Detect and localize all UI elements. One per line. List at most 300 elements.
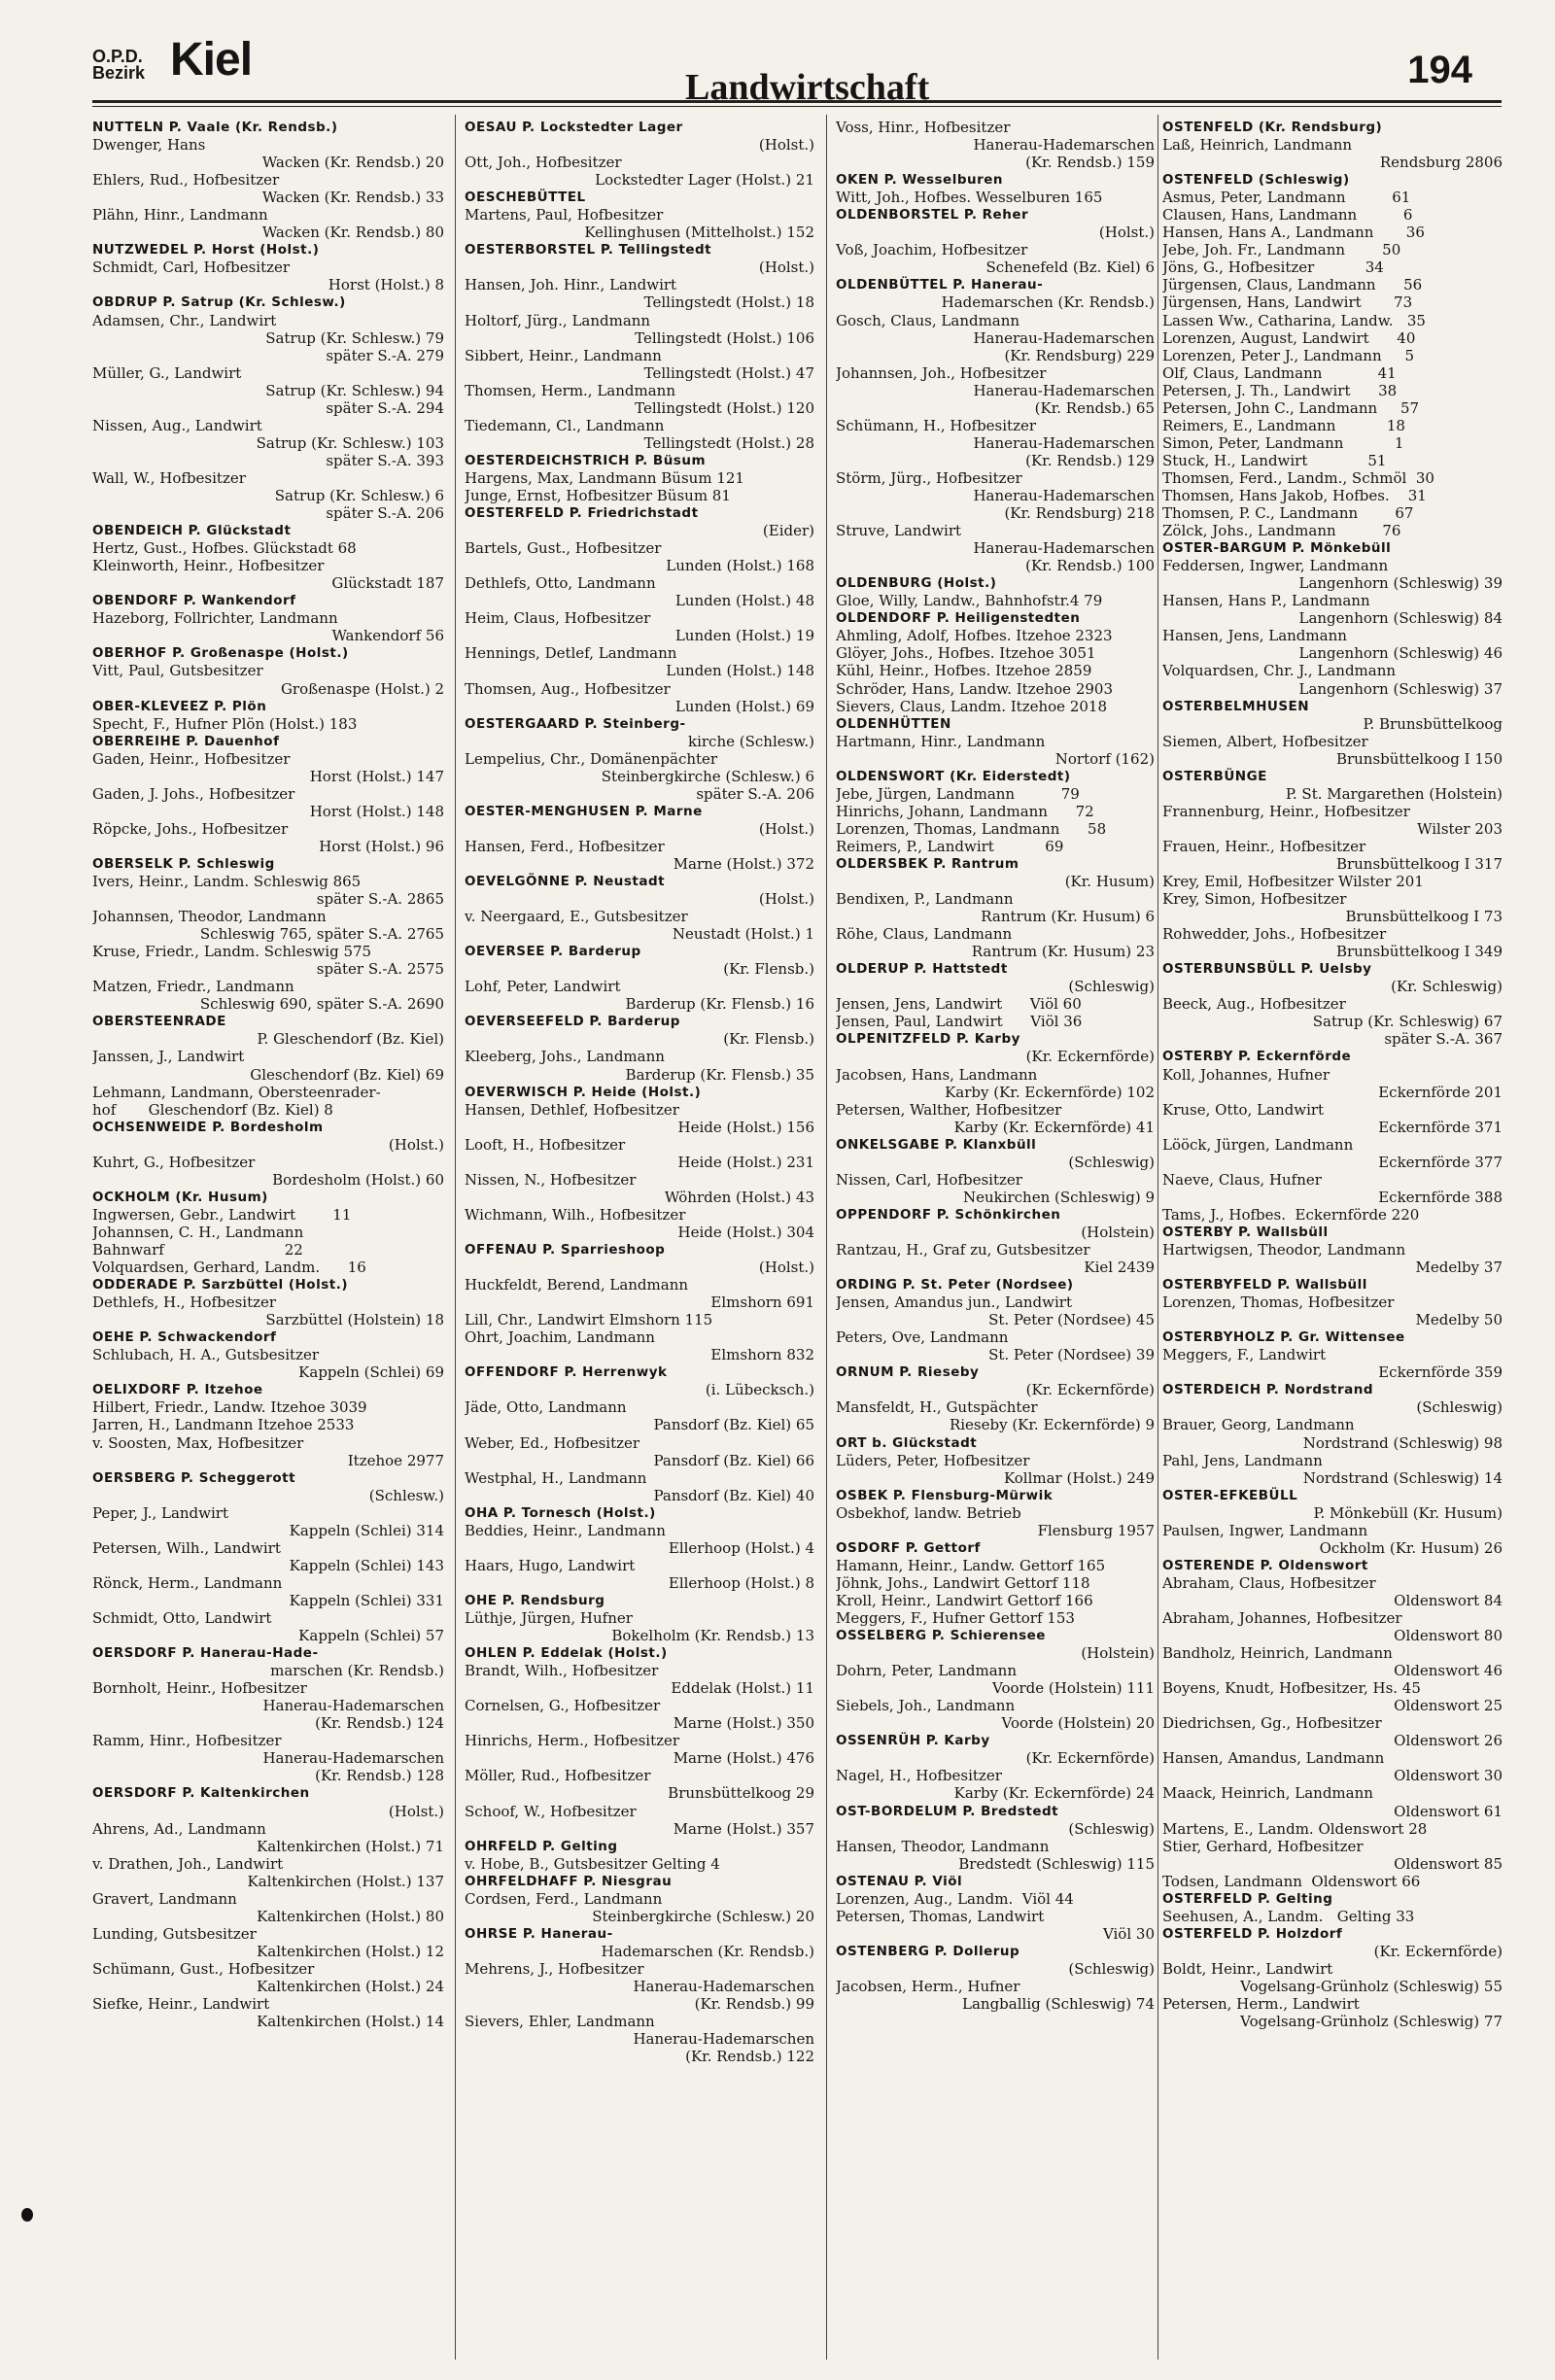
- entry-name: Kruse, Friedr., Landm. Schleswig 575: [92, 943, 372, 961]
- header-rule-thin: [92, 106, 1502, 107]
- entry-detail: Hanerau-Hademarschen: [973, 539, 1155, 558]
- directory-column-2: [465, 119, 814, 2363]
- entry-name: Rönck, Herm., Landmann: [92, 1573, 283, 1592]
- entry-detail: Horst (Holst.) 148: [309, 802, 444, 820]
- entry-name: Siebels, Joh., Landmann: [836, 1697, 1016, 1715]
- place-heading: OLDENBORSTEL P. Reher: [836, 207, 1029, 224]
- entry-detail: (Kr. Eckernförde): [1025, 1048, 1155, 1066]
- entry-detail: Lunden (Holst.) 148: [666, 662, 814, 680]
- entry-name: Diedrichsen, Gg., Hofbesitzer: [1162, 1714, 1382, 1733]
- entry-detail: Oldenswort 30: [1394, 1767, 1503, 1785]
- place-heading: OESTERGAARD P. Steinberg-: [465, 715, 686, 732]
- entry-detail: Hanerau-Hademarschen: [973, 433, 1155, 452]
- entry-name: Hartwigsen, Theodor, Landmann: [1162, 1241, 1406, 1259]
- entry-detail: Tellingstedt (Holst.) 28: [643, 433, 814, 452]
- entry-detail: (Schleswig): [1068, 1959, 1155, 1978]
- entry-name: Siefke, Heinr., Landwirt: [92, 1995, 270, 2014]
- entry-name: Schmidt, Carl, Hofbesitzer: [92, 259, 291, 277]
- entry-detail: Lunden (Holst.) 48: [674, 592, 814, 610]
- place-heading: OSDORF P. Gettorf: [836, 1539, 981, 1556]
- entry-name: Janssen, J., Landwirt: [92, 1048, 245, 1066]
- entry-name: Johannsen, C. H., Landmann: [92, 1223, 304, 1241]
- entry-name: Möller, Rud., Hofbesitzer: [465, 1767, 651, 1785]
- entry-detail: Elmshorn 691: [710, 1293, 814, 1312]
- entry-detail: (Kr. Flensb.): [723, 960, 814, 979]
- entry-detail: (Schleswig): [1416, 1398, 1503, 1417]
- entry-name: Mansfeldt, H., Gutspächter: [836, 1398, 1038, 1417]
- entry-name: Heim, Claus, Hofbesitzer: [465, 609, 651, 628]
- entry-name: Osbekhof, landw. Betrieb: [836, 1503, 1021, 1522]
- entry-detail: (Holst.): [758, 136, 814, 155]
- page-header: [92, 34, 1472, 108]
- entry-name: Peper, J., Landwirt: [92, 1503, 228, 1522]
- entry-name: Junge, Ernst, Hofbesitzer Büsum 81: [465, 486, 731, 504]
- entry-detail: Elmshorn 832: [710, 1346, 814, 1364]
- entry-name: Lüthje, Jürgen, Hufner: [465, 1608, 633, 1627]
- place-heading: OSTERBYFELD P. Wallsbüll: [1162, 1277, 1367, 1293]
- place-heading: OLDERUP P. Hattstedt: [836, 961, 1008, 978]
- place-heading: OBDRUP P. Satrup (Kr. Schlesw.): [92, 294, 346, 311]
- margin-dot: [21, 2208, 33, 2222]
- entry-detail: Vogelsang-Grünholz (Schleswig) 77: [1240, 2013, 1503, 2031]
- entry-detail: später S.-A. 2575: [316, 960, 444, 979]
- entry-detail: Ockholm (Kr. Husum) 26: [1319, 1538, 1503, 1557]
- entry-name: Boldt, Heinr., Landwirt: [1162, 1959, 1333, 1978]
- entry-name: Tams, J., Hofbes. Eckernförde 220: [1162, 1205, 1420, 1224]
- place-heading: OESTER-MENGHUSEN P. Marne: [465, 803, 703, 819]
- entry-name: Hansen, Theodor, Landmann: [836, 1837, 1050, 1855]
- entry-name: Asmus, Peter, Landmann 61: [1162, 189, 1411, 207]
- entry-detail: (Kr. Eckernförde): [1373, 1942, 1503, 1960]
- entry-name: Röhe, Claus, Landmann: [836, 925, 1013, 944]
- entry-name: Kruse, Otto, Landwirt: [1162, 1100, 1325, 1119]
- entry-detail: Rendsburg 2806: [1379, 154, 1503, 172]
- entry-detail: später S.-A. 206: [696, 784, 814, 803]
- entry-detail: Oldenswort 85: [1394, 1854, 1503, 1873]
- place-heading: OHRFELD P. Gelting: [465, 1838, 618, 1854]
- entry-name: Kleeberg, Johs., Landmann: [465, 1048, 665, 1066]
- place-heading: OSTERBYHOLZ P. Gr. Wittensee: [1162, 1329, 1405, 1346]
- entry-name: Ivers, Heinr., Landm. Schleswig 865: [92, 873, 362, 891]
- entry-detail: Rantrum (Kr. Husum) 6: [981, 908, 1155, 926]
- place-heading: OSTER-EFKEBÜLL: [1162, 1487, 1298, 1503]
- entry-name: Brauer, Georg, Landmann: [1162, 1416, 1355, 1434]
- entry-name: Gravert, Landmann: [92, 1889, 237, 1908]
- entry-name: Todsen, Landmann Oldenswort 66: [1162, 1872, 1421, 1890]
- entry-name: Röpcke, Johs., Hofbesitzer: [92, 819, 289, 838]
- place-heading: NUTZWEDEL P. Horst (Holst.): [92, 242, 320, 259]
- entry-detail: Glückstadt 187: [331, 574, 444, 593]
- entry-detail: Karby (Kr. Eckernförde) 41: [953, 1118, 1155, 1136]
- entry-name: Lehmann, Landmann, Obersteenrader-: [92, 1083, 381, 1101]
- entry-detail: Oldenswort 80: [1394, 1627, 1503, 1645]
- entry-name: Dohrn, Peter, Landmann: [836, 1662, 1017, 1680]
- entry-name: v. Soosten, Max, Hofbesitzer: [92, 1433, 304, 1452]
- page-number: 194: [1407, 49, 1472, 91]
- place-heading: OBENDEICH P. Glückstadt: [92, 523, 292, 539]
- entry-detail: Marne (Holst.) 350: [673, 1714, 814, 1733]
- entry-name: Störm, Jürg., Hofbesitzer: [836, 468, 1022, 487]
- entry-name: Jensen, Jens, Landwirt Viöl 60: [836, 995, 1082, 1014]
- place-heading: OHA P. Tornesch (Holst.): [465, 1504, 656, 1521]
- entry-name: Thomsen, P. C., Landmann 67: [1162, 504, 1414, 523]
- entry-name: Ehlers, Rud., Hofbesitzer: [92, 171, 280, 190]
- entry-name: Jarren, H., Landmann Itzehoe 2533: [92, 1416, 355, 1434]
- place-heading: OELIXDORF P. Itzehoe: [92, 1382, 263, 1398]
- entry-detail: Kaltenkirchen (Holst.) 12: [257, 1942, 444, 1960]
- entry-name: Johannsen, Theodor, Landmann: [92, 908, 327, 926]
- entry-name: Cornelsen, G., Hofbesitzer: [465, 1697, 661, 1715]
- place-heading: OEVERSEEFELD P. Barderup: [465, 1014, 680, 1030]
- entry-name: Thomsen, Aug., Hofbesitzer: [465, 679, 671, 698]
- entry-name: Schümann, Gust., Hofbesitzer: [92, 1959, 315, 1978]
- entry-name: Lööck, Jürgen, Landmann: [1162, 1135, 1354, 1154]
- place-heading: OEVERSEE P. Barderup: [465, 944, 641, 960]
- place-heading: OHE P. Rendsburg: [465, 1592, 605, 1608]
- place-heading: OEVELGÖNNE P. Neustadt: [465, 874, 666, 890]
- entry-detail: Kappeln (Schlei) 331: [289, 1591, 444, 1609]
- entry-name: Volquardsen, Chr. J., Landmann: [1162, 662, 1397, 680]
- entry-name: Gaden, J. Johs., Hofbesitzer: [92, 784, 295, 803]
- entry-detail: Schleswig 690, später S.-A. 2690: [199, 995, 444, 1014]
- entry-name: Nagel, H., Hofbesitzer: [836, 1767, 1002, 1785]
- entry-detail: Hademarschen (Kr. Rendsb.): [601, 1942, 814, 1960]
- place-heading: OLDENSWORT (Kr. Eiderstedt): [836, 768, 1071, 784]
- entry-detail: Heide (Holst.) 231: [677, 1153, 814, 1171]
- entry-name: Hansen, Joh. Hinr., Landwirt: [465, 276, 677, 294]
- entry-name: Hilbert, Friedr., Landw. Itzehoe 3039: [92, 1398, 367, 1417]
- entry-name: Voss, Hinr., Hofbesitzer: [836, 119, 1011, 136]
- place-heading: OEHE P. Schwackendorf: [92, 1329, 277, 1346]
- entry-detail: Hanerau-Hademarschen: [262, 1697, 444, 1715]
- entry-detail: Wöhrden (Holst.) 43: [664, 1188, 814, 1206]
- entry-detail: Oldenswort 25: [1394, 1697, 1503, 1715]
- entry-name: Lempelius, Chr., Domänenpächter: [465, 749, 718, 768]
- entry-name: Müller, G., Landwirt: [92, 363, 242, 382]
- place-heading: OSTERDEICH P. Nordstrand: [1162, 1382, 1374, 1398]
- entry-name: Maack, Heinrich, Landmann: [1162, 1784, 1373, 1803]
- place-heading: OCKHOLM (Kr. Husum): [92, 1189, 268, 1205]
- entry-detail: Hanerau-Hademarschen: [633, 1977, 814, 1995]
- entry-name: Ott, Joh., Hofbesitzer: [465, 154, 622, 172]
- entry-name: Laß, Heinrich, Landmann: [1162, 136, 1353, 155]
- entry-detail: (Holstein): [1081, 1223, 1155, 1241]
- entry-name: Lorenzen, Thomas, Landmann 58: [836, 819, 1107, 838]
- place-heading: OESAU P. Lockstedter Lager: [465, 120, 683, 135]
- entry-name: Hennings, Detlef, Landmann: [465, 644, 677, 663]
- entry-detail: Eckernförde 377: [1378, 1153, 1503, 1171]
- entry-name: Frannenburg, Heinr., Hofbesitzer: [1162, 802, 1410, 820]
- entry-name: Johannsen, Joh., Hofbesitzer: [836, 363, 1047, 382]
- entry-detail: (Kr. Rendsb.) 122: [685, 2048, 814, 2066]
- entry-name: Jebe, Jürgen, Landmann 79: [836, 784, 1080, 803]
- entry-name: Kuhrt, G., Hofbesitzer: [92, 1153, 256, 1171]
- entry-detail: Voorde (Holstein) 20: [1001, 1714, 1155, 1733]
- entry-detail: Schenefeld (Bz. Kiel) 6: [985, 259, 1155, 277]
- column-divider: [455, 115, 456, 2360]
- place-heading: OBER-KLEVEEZ P. Plön: [92, 698, 267, 714]
- place-heading: OBERSELK P. Schleswig: [92, 855, 275, 872]
- entry-detail: Langenhorn (Schleswig) 39: [1298, 574, 1503, 593]
- entry-name: Lassen Ww., Catharina, Landw. 35: [1162, 311, 1426, 329]
- entry-detail: (Schleswig): [1068, 978, 1155, 996]
- place-heading: OSSELBERG P. Schierensee: [836, 1628, 1046, 1644]
- entry-name: Frauen, Heinr., Hofbesitzer: [1162, 837, 1366, 855]
- place-heading: OLDERSBEK P. Rantrum: [836, 855, 1019, 872]
- entry-name: Thomsen, Hans Jakob, Hofbes. 31: [1162, 486, 1427, 504]
- entry-detail: (Kr. Rendsburg) 229: [1004, 346, 1155, 364]
- entry-name: Olf, Claus, Landmann 41: [1162, 363, 1397, 382]
- place-heading: NUTTELN P. Vaale (Kr. Rendsb.): [92, 120, 338, 135]
- entry-detail: Großenaspe (Holst.) 2: [280, 679, 444, 698]
- entry-name: Kroll, Heinr., Landwirt Gettorf 166: [836, 1591, 1093, 1609]
- entry-detail: Langballig (Schleswig) 74: [962, 1995, 1155, 2014]
- entry-detail: P. Mönkebüll (Kr. Husum): [1313, 1503, 1503, 1522]
- entry-name: Nissen, Aug., Landwirt: [92, 416, 262, 434]
- entry-detail: (Schlesw.): [368, 1486, 444, 1504]
- place-heading: OLDENBÜTTEL P. Hanerau-: [836, 277, 1044, 293]
- entry-name: Volquardsen, Gerhard, Landm. 16: [92, 1259, 366, 1277]
- entry-name: Lunding, Gutsbesitzer: [92, 1924, 257, 1943]
- entry-detail: Heide (Holst.) 304: [677, 1223, 814, 1241]
- entry-detail: Hanerau-Hademarschen: [973, 381, 1155, 399]
- entry-detail: Horst (Holst.) 147: [309, 767, 444, 785]
- place-heading: OSTERBÜNGE: [1162, 768, 1267, 784]
- directory-column-3: [836, 119, 1155, 2363]
- entry-detail: Oldenswort 61: [1394, 1802, 1503, 1820]
- entry-detail: P. Brunsbüttelkoog: [1363, 714, 1503, 733]
- place-heading: ODDERADE P. Sarzbüttel (Holst.): [92, 1277, 348, 1293]
- place-heading: OESTERFELD P. Friedrichstadt: [465, 505, 699, 522]
- entry-name: Boyens, Knudt, Hofbesitzer, Hs. 45: [1162, 1679, 1421, 1698]
- entry-detail: (Holst.): [388, 1135, 444, 1154]
- entry-detail: Horst (Holst.) 96: [319, 837, 444, 855]
- entry-name: Reimers, P., Landwirt 69: [836, 837, 1064, 855]
- place-heading: OPPENDORF P. Schönkirchen: [836, 1206, 1061, 1223]
- entry-detail: Pansdorf (Bz. Kiel) 66: [653, 1451, 814, 1469]
- entry-detail: Tellingstedt (Holst.) 18: [643, 293, 814, 312]
- entry-detail: Langenhorn (Schleswig) 37: [1298, 679, 1503, 698]
- entry-name: Thomsen, Herm., Landmann: [465, 381, 676, 399]
- entry-name: Bornholt, Heinr., Hofbesitzer: [92, 1679, 307, 1698]
- bezirk-label: Bezirk: [92, 63, 146, 83]
- entry-detail: Lunden (Holst.) 69: [674, 697, 814, 715]
- place-heading: OFFENDORF P. Herrenwyk: [465, 1364, 668, 1381]
- entry-name: Rantzau, H., Graf zu, Gutsbesitzer: [836, 1241, 1090, 1259]
- entry-name: Jöhnk, Johs., Landwirt Gettorf 118: [836, 1573, 1090, 1592]
- entry-detail: Kollmar (Holst.) 249: [1003, 1468, 1155, 1487]
- entry-detail: Nordstrand (Schleswig) 14: [1302, 1468, 1503, 1487]
- entry-detail: (Kr. Rendsb.) 128: [315, 1767, 444, 1785]
- entry-name: Hansen, Jens, Landmann: [1162, 627, 1347, 645]
- entry-name: Bandholz, Heinrich, Landmann: [1162, 1644, 1393, 1663]
- entry-name: Bendixen, P., Landmann: [836, 890, 1014, 909]
- entry-detail: (Kr. Husum): [1064, 873, 1155, 891]
- entry-name: Hansen, Hans A., Landmann 36: [1162, 224, 1425, 242]
- entry-detail: Marne (Holst.) 476: [673, 1749, 814, 1768]
- entry-detail: später S.-A. 2865: [316, 890, 444, 909]
- entry-name: Stier, Gerhard, Hofbesitzer: [1162, 1837, 1364, 1855]
- entry-detail: Tellingstedt (Holst.) 106: [635, 328, 814, 347]
- entry-detail: (Kr. Rendsburg) 218: [1004, 504, 1155, 523]
- entry-name: Martens, Paul, Hofbesitzer: [465, 206, 664, 224]
- entry-name: Wichmann, Wilh., Hofbesitzer: [465, 1205, 686, 1224]
- entry-name: Sibbert, Heinr., Landmann: [465, 346, 662, 364]
- entry-detail: Satrup (Kr. Schlesw.) 103: [256, 433, 444, 452]
- entry-detail: Heide (Holst.) 156: [677, 1118, 814, 1136]
- entry-detail: (Schleswig): [1068, 1153, 1155, 1171]
- page-title: Landwirtschaft: [685, 67, 930, 108]
- entry-name: Hinrichs, Johann, Landmann 72: [836, 802, 1094, 820]
- entry-detail: Steinbergkirche (Schlesw.) 6: [601, 767, 814, 785]
- entry-detail: später S.-A. 206: [326, 504, 444, 523]
- entry-detail: Nordstrand (Schleswig) 98: [1302, 1433, 1503, 1452]
- entry-name: Ingwersen, Gebr., Landwirt 11: [92, 1205, 352, 1224]
- entry-name: Huckfeldt, Berend, Landmann: [465, 1276, 689, 1294]
- entry-detail: Karby (Kr. Eckernförde) 24: [953, 1784, 1155, 1803]
- entry-detail: (Holstein): [1081, 1644, 1155, 1663]
- entry-detail: Lockstedter Lager (Holst.) 21: [595, 171, 814, 190]
- opd-bezirk-label: [92, 49, 145, 82]
- entry-name: Jacobsen, Hans, Landmann: [836, 1065, 1038, 1084]
- entry-name: Petersen, John C., Landmann 57: [1162, 398, 1420, 417]
- entry-name: Glöyer, Johs., Hofbes. Itzehoe 3051: [836, 644, 1096, 663]
- entry-detail: Eckernförde 371: [1378, 1118, 1503, 1136]
- entry-detail: Wacken (Kr. Rendsb.) 20: [261, 154, 444, 172]
- entry-name: Petersen, Herm., Landwirt: [1162, 1995, 1360, 2014]
- entry-name: Lorenzen, Aug., Landm. Viöl 44: [836, 1889, 1074, 1908]
- entry-detail: Steinbergkirche (Schlesw.) 20: [592, 1907, 814, 1925]
- entry-name: Hertz, Gust., Hofbes. Glückstadt 68: [92, 539, 357, 558]
- place-heading: OHRSE P. Hanerau-: [465, 1925, 613, 1942]
- entry-detail: (Kr. Rendsb.) 100: [1025, 557, 1155, 575]
- entry-detail: (Holst.): [758, 819, 814, 838]
- place-heading: OERSDORF P. Hanerau-Hade-: [92, 1645, 319, 1662]
- entry-name: Bahnwarf 22: [92, 1241, 303, 1259]
- entry-detail: (Kr. Rendsb.) 129: [1025, 451, 1155, 469]
- entry-name: Nissen, Carl, Hofbesitzer: [836, 1170, 1022, 1189]
- entry-name: Struve, Landwirt: [836, 522, 962, 540]
- place-heading: OERSBERG P. Scheggerott: [92, 1469, 296, 1486]
- entry-name: Jürgensen, Claus, Landmann 56: [1162, 276, 1423, 294]
- entry-detail: Langenhorn (Schleswig) 84: [1298, 609, 1503, 628]
- place-heading: OEVERWISCH P. Heide (Holst.): [465, 1084, 702, 1100]
- place-heading: ORDING P. St. Peter (Nordsee): [836, 1277, 1074, 1293]
- entry-name: Thomsen, Ferd., Landm., Schmöl 30: [1162, 468, 1434, 487]
- entry-detail: Neustadt (Holst.) 1: [672, 925, 814, 944]
- place-heading: OSTENFELD (Kr. Rendsburg): [1162, 120, 1383, 135]
- entry-name: Hartmann, Hinr., Landmann: [836, 732, 1046, 750]
- place-heading: OSBEK P. Flensburg-Mürwik: [836, 1487, 1054, 1503]
- place-heading: OLPENITZFELD P. Karby: [836, 1031, 1020, 1048]
- entry-detail: Lunden (Holst.) 19: [674, 627, 814, 645]
- entry-name: Abraham, Claus, Hofbesitzer: [1162, 1573, 1376, 1592]
- entry-detail: Flensburg 1957: [1037, 1521, 1155, 1539]
- entry-detail: Kappeln (Schlei) 57: [298, 1627, 444, 1645]
- entry-name: Mehrens, J., Hofbesitzer: [465, 1959, 644, 1978]
- entry-name: Hansen, Ferd., Hofbesitzer: [465, 837, 665, 855]
- entry-name: Haars, Hugo, Landwirt: [465, 1556, 636, 1574]
- entry-name: Jensen, Paul, Landwirt Viöl 36: [836, 1013, 1083, 1031]
- entry-name: Beeck, Aug., Hofbesitzer: [1162, 995, 1346, 1014]
- entry-detail: Lunden (Holst.) 168: [666, 557, 814, 575]
- entry-detail: P. St. Margarethen (Holstein): [1285, 784, 1503, 803]
- entry-detail: Hanerau-Hademarschen: [973, 328, 1155, 347]
- entry-name: Hamann, Heinr., Landw. Gettorf 165: [836, 1556, 1106, 1574]
- entry-detail: Kappeln (Schlei) 69: [298, 1363, 444, 1382]
- entry-detail: Kappeln (Schlei) 143: [289, 1556, 444, 1574]
- entry-detail: marschen (Kr. Rendsb.): [270, 1662, 444, 1680]
- entry-name: Hazeborg, Follrichter, Landmann: [92, 609, 338, 628]
- place-heading: OESTERDEICHSTRICH P. Büsum: [465, 452, 707, 468]
- entry-detail: Wacken (Kr. Rendsb.) 80: [261, 224, 444, 242]
- entry-name: Specht, F., Hufner Plön (Holst.) 183: [92, 714, 358, 733]
- entry-detail: Kellinghusen (Mittelholst.) 152: [584, 224, 814, 242]
- entry-detail: Eddelak (Holst.) 11: [671, 1679, 814, 1698]
- entry-detail: später S.-A. 367: [1384, 1030, 1503, 1049]
- entry-detail: Satrup (Kr. Schlesw.) 79: [265, 328, 444, 347]
- entry-detail: Nortorf (162): [1054, 749, 1155, 768]
- entry-detail: Gleschendorf (Bz. Kiel) 69: [250, 1065, 444, 1084]
- entry-detail: Eckernförde 359: [1378, 1363, 1503, 1382]
- entry-detail: Bokelholm (Kr. Rendsb.) 13: [611, 1627, 814, 1645]
- entry-name: Clausen, Hans, Landmann 6: [1162, 206, 1413, 224]
- entry-name: Martens, E., Landm. Oldenswort 28: [1162, 1819, 1428, 1838]
- place-heading: OESTERBORSTEL P. Tellingstedt: [465, 242, 712, 259]
- entry-detail: (Holst.): [1098, 224, 1155, 242]
- place-heading: OERSDORF P. Kaltenkirchen: [92, 1785, 310, 1802]
- entry-detail: Ellerhoop (Holst.) 8: [668, 1573, 814, 1592]
- entry-name: Pahl, Jens, Landmann: [1162, 1451, 1323, 1469]
- place-heading: OSTERENDE P. Oldenswort: [1162, 1557, 1368, 1573]
- place-heading: OBERSTEENRADE: [92, 1014, 226, 1030]
- entry-detail: Pansdorf (Bz. Kiel) 65: [653, 1416, 814, 1434]
- entry-detail: Wacken (Kr. Rendsb.) 33: [261, 189, 444, 207]
- entry-detail: Barderup (Kr. Flensb.) 35: [625, 1065, 814, 1084]
- place-heading: OLDENBURG (Holst.): [836, 575, 997, 592]
- entry-detail: (Kr. Rendsb.) 99: [694, 1995, 814, 2014]
- entry-name: Feddersen, Ingwer, Landmann: [1162, 557, 1389, 575]
- entry-name: Jensen, Amandus jun., Landwirt: [836, 1293, 1072, 1312]
- entry-detail: P. Gleschendorf (Bz. Kiel): [257, 1030, 444, 1049]
- entry-name: Jöns, G., Hofbesitzer 34: [1162, 259, 1384, 277]
- place-heading: OST-BORDELUM P. Bredstedt: [836, 1803, 1059, 1819]
- entry-detail: kirche (Schlesw.): [687, 732, 814, 750]
- entry-detail: Kaltenkirchen (Holst.) 24: [257, 1977, 444, 1995]
- entry-name: Lill, Chr., Landwirt Elmshorn 115: [465, 1311, 713, 1329]
- entry-detail: (Kr. Rendsb.) 65: [1034, 398, 1155, 417]
- entry-detail: (Kr. Schleswig): [1391, 978, 1503, 996]
- entry-detail: Barderup (Kr. Flensb.) 16: [625, 995, 814, 1014]
- entry-name: Bartels, Gust., Hofbesitzer: [465, 539, 662, 558]
- entry-name: Jürgensen, Hans, Landwirt 73: [1162, 293, 1413, 312]
- entry-name: Hinrichs, Herm., Hofbesitzer: [465, 1732, 680, 1750]
- entry-name: Naeve, Claus, Hufner: [1162, 1170, 1322, 1189]
- entry-name: Koll, Johannes, Hufner: [1162, 1065, 1330, 1084]
- opd-label: O.P.D.: [92, 47, 143, 66]
- entry-detail: Bordesholm (Holst.) 60: [272, 1170, 444, 1189]
- entry-name: Stuck, H., Landwirt 51: [1162, 451, 1387, 469]
- city-title: Kiel: [170, 34, 253, 86]
- entry-name: Petersen, Walther, Hofbesitzer: [836, 1100, 1062, 1119]
- place-heading: OSTERBUNSBÜLL P. Uelsby: [1162, 961, 1372, 978]
- place-heading: OSTERBY P. Eckernförde: [1162, 1049, 1352, 1065]
- entry-detail: Kaltenkirchen (Holst.) 137: [247, 1872, 444, 1890]
- entry-name: Paulsen, Ingwer, Landmann: [1162, 1521, 1368, 1539]
- entry-detail: (Holst.): [388, 1802, 444, 1820]
- entry-detail: Hanerau-Hademarschen: [633, 2030, 814, 2049]
- entry-detail: (Holst.): [758, 259, 814, 277]
